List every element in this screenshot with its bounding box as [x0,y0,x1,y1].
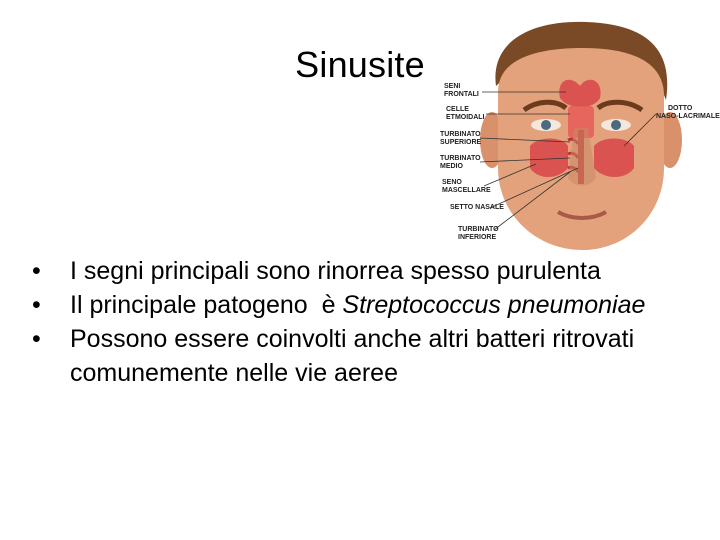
sinus-anatomy-illustration [438,18,720,250]
label-celle-etmoidali: CELLE ETMOIDALI [446,106,485,121]
label-dotto-naso-lacrimale: DOTTO NASO-LACRIMALE [656,105,720,120]
label-seno-mascellare: SENO MASCELLARE [442,179,491,194]
label-turbinato-superiore: TURBINATO SUPERIORE [440,131,482,146]
label-turbinato-inferiore: TURBINATO INFERIORE [458,226,499,241]
slide-title: Sinusite [295,44,425,85]
label-turbinato-medio: TURBINATO MEDIO [440,155,481,170]
pathogen-name: Streptococcus pneumoniae [342,291,646,319]
right-maxillary-sinus-shape [594,139,634,178]
label-setto-nasale: SETTO NASALE [450,204,504,211]
left-maxillary-sinus-shape [530,139,568,178]
bullet-item: • I segni principali sono rinorrea spesso purulenta [32,254,702,288]
bullet-item: • Il principale patogeno è Streptococcus pneumoniae [32,288,702,322]
label-seni-frontali: SENI FRONTALI [444,83,479,98]
bullet-list [32,254,702,390]
sinus-anatomy-svg [438,18,720,250]
bullet-item: • Possono essere coinvolti anche altri batteri ritrovati comunemente nelle vie aeree [32,322,702,390]
